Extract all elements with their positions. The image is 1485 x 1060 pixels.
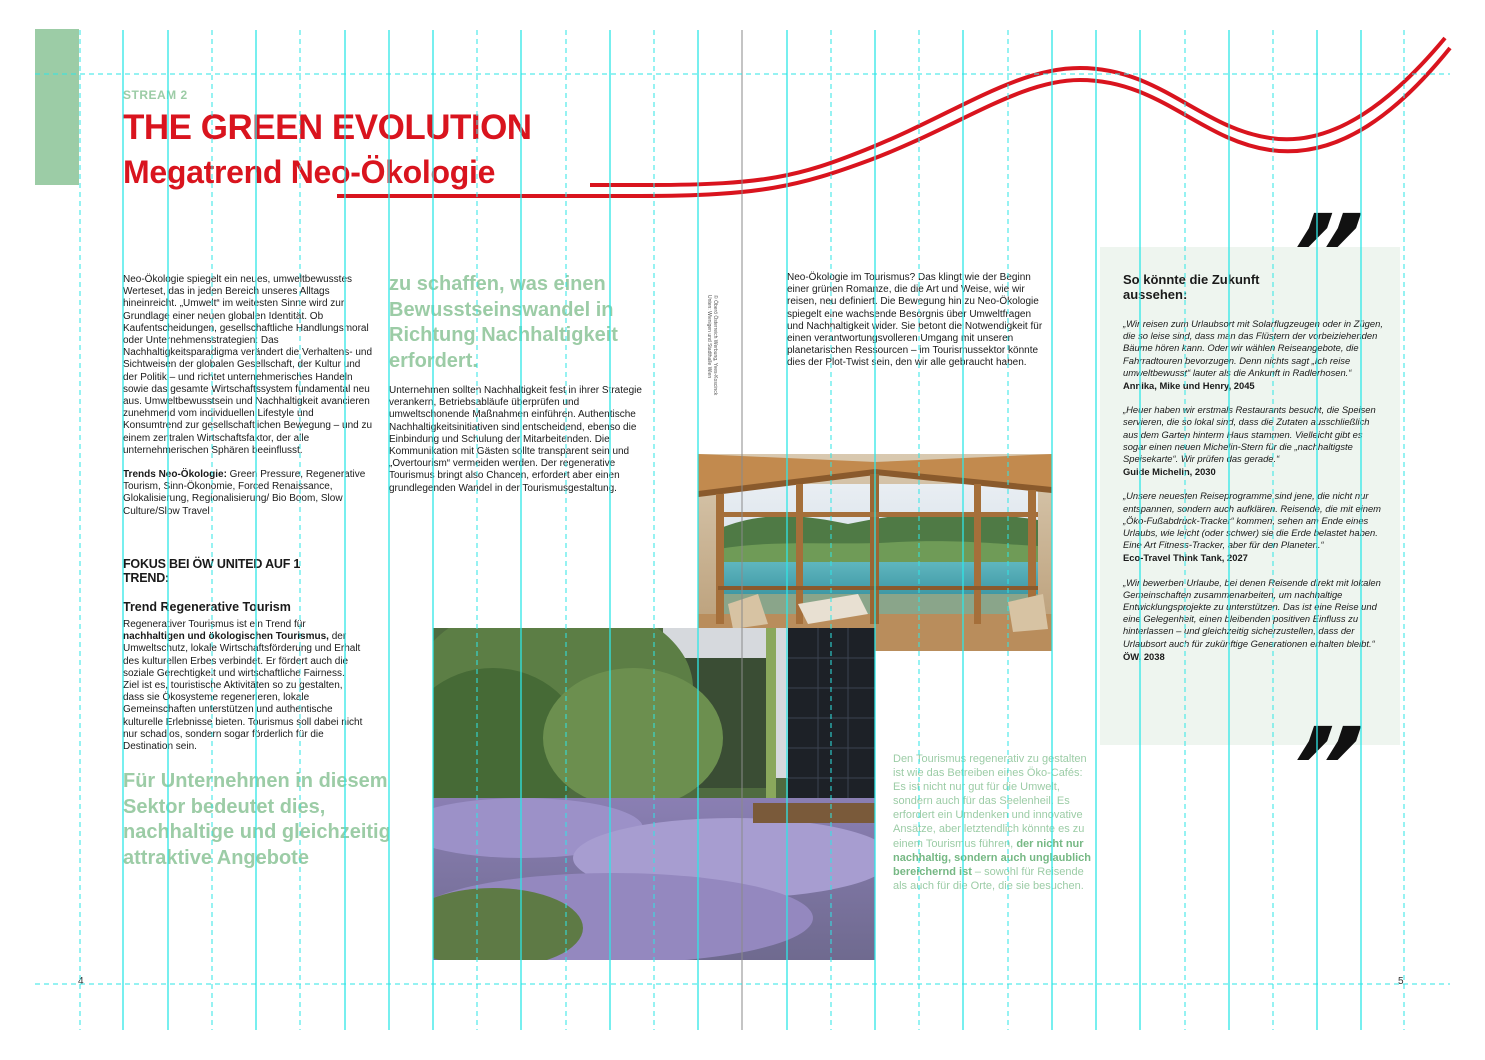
trends-paragraph bbox=[123, 469, 373, 518]
lavender-garden-photo bbox=[433, 628, 875, 960]
trend-text-b: der Umweltschutz, lokale Wirtschaftsförderung und Erhalt des kulturellen Erbes verbindet. Er fördert auch die soziale Gerechtigkeit und wirtschaftliche Fairness. Ziel ist es, touristische Aktivitäten so zu gestalten, dass sie Ökosysteme regenerieren, lokale Gemeinschaften unterstützen und authentische kulturelle Erlebnisse bieten. Tourismus soll dabei nicht nur schadlos, sondern sogar förderlich für die Destination sein. bbox=[123, 631, 363, 753]
intro-text bbox=[123, 274, 373, 530]
sidebar-quote-author: Annika, Mike und Henry, 2045 bbox=[1123, 380, 1255, 392]
photo-credit-line2: Unten: Wienigen und Stadthalle Wien bbox=[706, 295, 712, 379]
fokus-heading: FOKUS BEI ÖW UNITED AUF 1 TREND: bbox=[123, 557, 301, 585]
quote-mark-icon: ” bbox=[1279, 191, 1368, 319]
sidebar-quote-author: Eco-Travel Think Tank, 2027 bbox=[1123, 552, 1248, 564]
page-title: THE GREEN EVOLUTION bbox=[123, 108, 532, 147]
green-body-a: Den Tourismus regenerativ zu gestalten ist wie das Betreiben eines Öko-Cafés: Es ist nicht nur gut für die Umwelt, sondern auch für das Seelenheil. Es erfordert ein Umdenken und innovative Ansätze, aber letztendlich könnte es zu einem Tourismus führen, bbox=[893, 753, 1087, 850]
trend-text-a: Regenerativer Tourismus ist ein Trend für bbox=[123, 619, 306, 630]
tourism-intro-text: Neo-Ökologie im Tourismus? Das klingt wie der Beginn einer grünen Romanze, die die Art und Weise, wie wir reisen, neu definiert. Die Bewegung hin zu Neo-Ökologie spiegelt eine wachsende Besorgnis über Umweltfragen und Nachhaltigkeit wider. Sie betont die Notwendigkeit für einen verantwortungsvolleren Umgang mit unseren planetarischen Ressourcen – im Tourismussektor könnte dies der Plot-Twist sein, den wir alle gebraucht haben. bbox=[787, 272, 1043, 369]
sidebar-quote: „Wir bewerben Urlaube, bei denen Reisende direkt mit lokalen Gemeinschaften zusammenarbeiten, um nachhaltige Entwicklungsprojekte zu unterstützen. Das ist eine Reise und eine Gelegenheit, einen bleibenden positiven Einfluss zu hinterlassen – und gleichzeitig sicherzustellen, dass der Urlaubsort auch für zukünftige Generationen erhalten bleibt.“ bbox=[1123, 576, 1381, 649]
sidebar-quote-author: ÖW, 2038 bbox=[1123, 650, 1165, 662]
stream-label: STREAM 2 bbox=[123, 88, 188, 102]
sidebar-quote-author: Guide Michelin, 2030 bbox=[1123, 466, 1216, 478]
photo-credit bbox=[706, 295, 718, 435]
page-number-left: 4 bbox=[78, 976, 84, 987]
page-number-right: 5 bbox=[1398, 976, 1404, 987]
strategy-text: Unternehmen sollten Nachhaltigkeit fest in ihrer Strategie verankern, Betriebsabläufe überprüfen und umweltschonende Maßnahmen einführen. Authentische Nachhaltigkeitsinitiativen sind entscheidend, ebenso die Einbindung und Schulung der Mitarbeitenden. Die Kommunikation mit Gästen sollte transparent sein und „Overtourism“ vermeiden werden. Der regenerative Tourismus bringt also Chancen, erfordert aber einen grundlegenden Wandel in der Tourismusgestaltung. bbox=[389, 385, 642, 494]
trends-list: Green Pressure, Regenerative Tourism, Sinn-Ökonomie, Forced Renaissance, Glokalisierung, Regionalisierung/ Bio Boom, Slow Culture/Slow Travel bbox=[123, 469, 366, 517]
trend-text bbox=[123, 619, 363, 753]
trends-label: Trends Neo-Ökologie: bbox=[123, 469, 227, 481]
quote-mark-icon: ” bbox=[1279, 704, 1368, 832]
regenerative-body-text bbox=[893, 752, 1098, 893]
trend-text-bold: nachhaltigen und ökologischen Tourismus, bbox=[123, 631, 329, 643]
sidebar-quote: „Heuer haben wir erstmals Restaurants besucht, die Speisen servieren, die so lokal sind, dass die Zutaten ausschließlich aus dem Garten hinterm Haus stammen. Vielleicht gibt es sogar einen neuen Michelin-Stern für die „nachhaltigste Speisekarte“. Wir prüfen das gerade.“ bbox=[1123, 404, 1376, 465]
page-subtitle: Megatrend Neo-Ökologie bbox=[123, 154, 496, 190]
pull-quote-part2: zu schaffen, was einen Bewusstseinswandel in Richtung Nachhaltigkeit erfordert. bbox=[389, 273, 618, 372]
pull-quote-part1: Für Unternehmen in diesem Sektor bedeutet dies, nachhaltige und gleichzeitig attraktive Angebote bbox=[123, 770, 391, 870]
green-body-bold: der nicht nur nachhaltig, sondern auch unglaublich bereichernd ist bbox=[893, 837, 1092, 878]
sidebar-quote: „Unsere neuesten Reiseprogramme sind jene, die nicht nur entspannen, sondern auch aufklären. Reisende, die mit einem „Öko-Fußabdruck-Tracker“ kommen, sehen am Ende eines Urlaubs, wie leicht (oder schwer) sie die Erde belastet haben. Eine Art Fitness-Tracker, aber für den Planeten.“ bbox=[1123, 490, 1381, 551]
sidebar-quote: „Wir reisen zum Urlaubsort mit Solarflugzeugen oder in Zügen, die so leise sind, dass man das Flüstern der vorbeiziehenden Bäume hören kann. Oder wir wählen Reiseangebote, die Fahrradtouren bevorzugen. Denn nichts sagt „Ich reise umweltbewusst“ lauter als die Ankunft in Radlerhosen.“ bbox=[1123, 318, 1383, 378]
photo-credit-line1: © Öberö Österreich Werbung, Yves-Koscinck bbox=[712, 295, 718, 396]
intro-paragraph: Neo-Ökologie spiegelt ein neues, umweltbewusstes Werteset, das in jeden Bereich unseres Alltags hineinreicht. „Umwelt“ im weitesten Sinne wird zur Grundlage einer neuen globalen Identität. Ob Kaufentscheidungen, gesellschaftliche Handlungsmoral oder Unternehmensstrategien: Das Nachhaltigkeitsparadigma verändert die Verhaltens- und Sichtweisen der globalen Gesellschaft, der Kultur und der Politik – und richtet unternehmerisches Handeln sowie das gesamte Wirtschaftssystem fundamental neu aus. Umweltbewusstsein und Nachhaltigkeit avancieren zunehmend vom individuellen Lifestyle und Konsumtrend zur gesellschaftlichen Bewegung – und zu einem zentralen Wirtschaftsfaktor, der alle unternehmerischen Sphären beeinflusst. bbox=[123, 274, 373, 456]
sidebar-title: So könnte die Zukunft aussehen: bbox=[1123, 272, 1260, 302]
green-body-b: – sowohl für Reisende als auch für die Orte, die sie besuchen. bbox=[893, 865, 1084, 892]
trend-title: Trend Regenerative Tourism bbox=[123, 600, 291, 614]
lake-window-photo bbox=[698, 454, 1052, 651]
sidebar-quotes bbox=[1123, 318, 1385, 675]
